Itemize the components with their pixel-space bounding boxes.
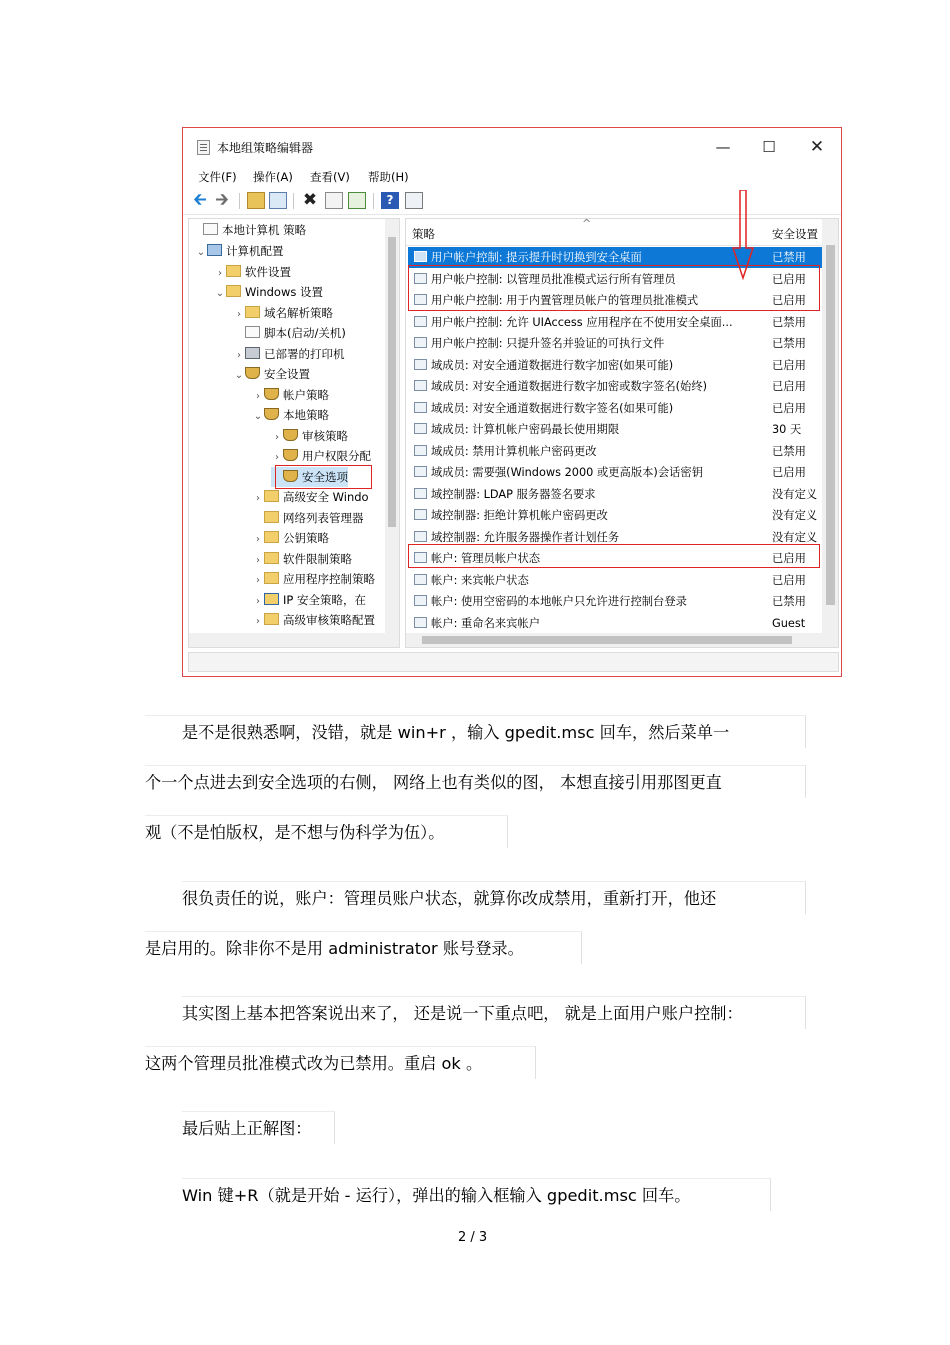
chevron-right-icon[interactable]: ›	[256, 493, 260, 504]
tree-node-label: 安全选项	[302, 470, 348, 484]
up-folder-icon[interactable]	[247, 192, 265, 209]
tree-node-label: 已部署的打印机	[264, 347, 345, 361]
policy-name: 域成员: 对安全通道数据进行数字加密(如果可能)	[431, 358, 674, 372]
policy-row[interactable]	[408, 570, 822, 591]
tree-node-firewall[interactable]	[252, 487, 369, 507]
folder-icon	[226, 265, 241, 277]
tree-node-label: 公钥策略	[283, 531, 329, 545]
policy-name: 用户帐户控制: 只提升签名并验证的可执行文件	[431, 337, 665, 350]
policy-name: 域控制器: 允许服务器操作者计划任务	[431, 530, 620, 544]
policy-setting-value: 已启用	[772, 358, 806, 372]
tree-horizontal-scrollbar[interactable]	[189, 633, 399, 647]
policy-name: 帐户: 使用空密码的本地帐户只允许进行控制台登录	[431, 595, 687, 608]
network-security-icon	[264, 593, 279, 605]
tree-node-network-list[interactable]	[252, 508, 364, 528]
chevron-right-icon[interactable]: ›	[218, 268, 222, 279]
tree-node-label: 帐户策略	[283, 388, 329, 402]
chevron-down-icon[interactable]: ⌄	[196, 247, 206, 258]
policy-item-icon	[414, 337, 427, 348]
policy-name: 域控制器: 拒绝计算机帐户密码更改	[431, 509, 608, 522]
tree-node-label: 高级安全 Windo	[283, 490, 369, 504]
policy-tree-pane	[188, 218, 400, 648]
policy-row[interactable]	[408, 376, 822, 397]
policy-item-icon	[414, 617, 427, 628]
policy-item-icon	[414, 509, 427, 520]
minimize-button[interactable]: —	[715, 138, 731, 156]
tree-node-label: 软件设置	[245, 265, 291, 279]
chevron-right-icon[interactable]: ›	[256, 596, 260, 607]
policy-name: 域控制器: LDAP 服务器签名要求	[431, 487, 596, 501]
security-shield-icon	[283, 429, 298, 441]
paragraph-5-line-1: Win 键+R（就是开始 - 运行），弹出的输入框输入 gpedit.msc 回车。	[182, 1186, 691, 1205]
toolbar-separator	[293, 193, 294, 209]
chevron-down-icon[interactable]: ⌄	[253, 411, 263, 422]
tree-node-label: 应用程序控制策略	[283, 572, 375, 586]
policy-name: 域成员: 计算机帐户密码最长使用期限	[431, 423, 620, 436]
toolbar-separator	[373, 193, 374, 209]
tree-vertical-scrollbar[interactable]	[385, 219, 399, 647]
policy-item-icon	[414, 359, 427, 370]
annotation-box-security-options	[275, 465, 372, 489]
policy-item-icon	[414, 380, 427, 391]
policy-item-icon	[414, 531, 427, 542]
policy-row[interactable]	[408, 441, 822, 462]
policy-name: 帐户: 管理员帐户状态	[431, 552, 541, 565]
policy-doc-icon	[203, 223, 218, 235]
policy-name: 帐户: 来宾帐户状态	[431, 573, 529, 587]
column-header-policy[interactable]: 策略	[412, 227, 435, 241]
policy-setting-value: 已禁用	[772, 444, 806, 458]
tree-node-local-policies[interactable]	[252, 405, 329, 425]
title-bar[interactable]	[183, 128, 841, 166]
policy-row[interactable]	[408, 484, 822, 505]
tree-node-label: 高级审核策略配置	[283, 613, 375, 627]
policy-item-icon	[414, 402, 427, 413]
annotation-box-admin-account-status	[408, 544, 820, 568]
policy-setting-value: Guest	[772, 616, 806, 630]
policy-setting-value: 30 天	[772, 423, 802, 436]
tree-node-account-policies[interactable]	[252, 385, 329, 405]
policy-name: 域成员: 禁用计算机帐户密码更改	[431, 444, 597, 458]
printer-icon	[245, 347, 260, 359]
paragraph-3-line-2: 这两个管理员批准模式改为已禁用。重启 ok 。	[145, 1054, 483, 1073]
annotation-arrow-icon	[731, 190, 755, 280]
chevron-right-icon[interactable]: ›	[256, 391, 260, 402]
folder-icon	[245, 306, 260, 318]
maximize-button[interactable]: ☐	[762, 138, 776, 156]
policy-name: 用户帐户控制: 提示提升时切换到安全桌面	[431, 251, 642, 264]
policy-setting-value: 已启用	[772, 573, 806, 587]
tree-node-user-rights[interactable]	[271, 446, 371, 466]
paragraph-2-line-1: 很负责任的说，账户：管理员账户状态，就算你改成禁用，重新打开，他还	[182, 889, 717, 908]
policy-setting-value: 已启用	[772, 552, 806, 565]
help-icon[interactable]: ?	[381, 192, 399, 209]
paragraph-2-line-2: 是启用的。除非你不是用 administrator 账号登录。	[145, 939, 524, 958]
delete-icon[interactable]: ✖	[302, 190, 318, 210]
folder-icon	[264, 531, 279, 543]
tree-node-software-settings[interactable]	[214, 262, 291, 282]
tree-node-dns-policy[interactable]	[233, 303, 333, 323]
policy-setting-value: 已启用	[772, 401, 806, 415]
policy-row[interactable]	[408, 505, 822, 526]
chevron-right-icon[interactable]: ›	[256, 555, 260, 566]
folder-icon	[264, 490, 279, 502]
tree-node-local-computer-policy[interactable]	[191, 220, 306, 240]
page-number: 2 / 3	[458, 1230, 488, 1245]
tree-node-label: 本地计算机 策略	[222, 223, 307, 237]
policy-setting-value: 已禁用	[772, 595, 806, 608]
policy-row[interactable]	[408, 419, 822, 440]
tree-node-label: Windows 设置	[245, 285, 323, 299]
paragraph-1-line-3: 观（不是怕版权，是不想与伪科学为伍）。	[145, 823, 445, 842]
policy-item-icon	[414, 595, 427, 606]
security-shield-icon	[264, 388, 279, 400]
tree-node-windows-settings[interactable]	[214, 282, 323, 302]
show-hide-tree-icon[interactable]	[269, 192, 287, 209]
menu-file[interactable]: 文件(F)	[198, 170, 237, 184]
chevron-right-icon[interactable]: ›	[256, 534, 260, 545]
security-shield-icon	[264, 408, 279, 420]
tree-node-label: 网络列表管理器	[283, 511, 364, 525]
menu-help[interactable]: 帮助(H)	[368, 170, 409, 184]
policy-list-pane	[405, 218, 839, 648]
folder-icon	[264, 613, 279, 625]
paragraph-4-line-1: 最后贴上正解图：	[182, 1119, 312, 1138]
tree-node-advanced-audit[interactable]	[252, 610, 375, 630]
policy-name: 用户帐户控制: 允许 UIAccess 应用程序在不使用安全桌面...	[431, 315, 733, 329]
export-list-icon[interactable]	[348, 192, 366, 209]
paragraph-1-line-2: 个一个点进去到安全选项的右侧， 网络上也有类似的图， 本想直接引用那图更直	[145, 773, 722, 792]
annotation-box-admin-approval	[408, 265, 820, 311]
window-title: 本地组策略编辑器	[217, 141, 314, 155]
tree-node-printers[interactable]	[233, 344, 345, 364]
computer-icon	[207, 244, 222, 256]
tree-node-label: IP 安全策略，在	[283, 593, 366, 607]
policy-item-icon	[414, 445, 427, 456]
policy-name: 用户帐户控制: 用于内置管理员帐户的管理员批准模式	[431, 294, 699, 307]
policy-item-icon	[414, 251, 427, 262]
folder-icon	[264, 511, 279, 523]
policy-item-icon	[414, 466, 427, 477]
policy-setting-value: 已启用	[772, 466, 806, 479]
folder-icon	[226, 285, 241, 297]
policy-setting-value: 已禁用	[772, 251, 806, 264]
chevron-right-icon[interactable]: ›	[237, 350, 241, 361]
security-shield-icon	[283, 449, 298, 461]
chevron-right-icon[interactable]: ›	[275, 432, 279, 443]
policy-name: 域成员: 需要强(Windows 2000 或更高版本)会话密钥	[431, 466, 704, 479]
chevron-right-icon[interactable]: ›	[256, 575, 260, 586]
tree-node-computer-config[interactable]	[195, 241, 284, 261]
tree-node-label: 审核策略	[302, 429, 348, 443]
policy-row[interactable]	[408, 355, 822, 376]
policy-item-icon	[414, 423, 427, 434]
policy-editor-app-icon	[197, 140, 210, 155]
policy-setting-value: 已启用	[772, 294, 806, 307]
list-header	[406, 219, 838, 246]
tree-node-audit-policy[interactable]	[271, 426, 348, 446]
policy-name: 域成员: 对安全通道数据进行数字签名(如果可能)	[431, 401, 674, 415]
tree-node-ip-security[interactable]	[252, 590, 366, 610]
policy-setting-value: 已启用	[772, 380, 806, 393]
chevron-down-icon[interactable]: ⌄	[215, 288, 225, 299]
paragraph-3-line-1: 其实图上基本把答案说出来了， 还是说一下重点吧， 就是上面用户账户控制：	[182, 1004, 743, 1023]
tree-node-public-key[interactable]	[252, 528, 329, 548]
chevron-right-icon[interactable]: ›	[275, 452, 279, 463]
menu-bar	[183, 166, 841, 188]
sort-caret-icon: ^	[582, 218, 592, 230]
tree-node-label: 域名解析策略	[264, 306, 333, 320]
policy-row[interactable]	[408, 312, 822, 333]
close-button[interactable]: ✕	[809, 137, 825, 157]
console-icon[interactable]	[405, 192, 423, 209]
policy-name: 帐户: 重命名来宾帐户	[431, 616, 541, 630]
chevron-down-icon[interactable]: ⌄	[234, 370, 244, 381]
tree-node-label: 安全设置	[264, 367, 310, 381]
policy-name: 用户帐户控制: 以管理员批准模式运行所有管理员	[431, 272, 676, 286]
policy-row[interactable]	[408, 398, 822, 419]
status-bar	[188, 652, 839, 672]
tree-node-security-settings[interactable]	[233, 364, 310, 384]
scrollbar-thumb[interactable]	[826, 245, 835, 605]
policy-row[interactable]	[408, 591, 822, 612]
policy-row[interactable]	[408, 462, 822, 483]
menu-action[interactable]: 操作(A)	[253, 170, 293, 184]
policy-item-icon	[414, 574, 427, 585]
tree-node-label: 本地策略	[283, 408, 329, 422]
policy-setting-value: 没有定义	[772, 487, 818, 501]
chevron-right-icon[interactable]: ›	[237, 309, 241, 320]
back-arrow-icon[interactable]: 🡰	[193, 190, 207, 210]
folder-icon	[264, 572, 279, 584]
policy-row[interactable]	[408, 333, 822, 354]
security-shield-icon	[245, 367, 260, 379]
policy-setting-value: 已禁用	[772, 315, 806, 329]
policy-setting-value: 没有定义	[772, 509, 818, 522]
paragraph-1-line-1: 是不是很熟悉啊，没错，就是 win+r ，输入 gpedit.msc 回车，然后菜单一	[182, 723, 730, 742]
scrollbar-thumb[interactable]	[422, 636, 792, 644]
policy-item-icon	[414, 488, 427, 499]
tree-node-label: 脚本(启动/关机)	[264, 326, 346, 340]
tree-node-label: 计算机配置	[226, 244, 284, 258]
tree-node-scripts[interactable]	[233, 323, 346, 343]
forward-arrow-icon[interactable]: 🡲	[215, 190, 229, 210]
tree-node-label: 用户权限分配	[302, 449, 371, 463]
policy-row[interactable]	[408, 613, 822, 634]
policy-item-icon	[414, 316, 427, 327]
policy-name: 域成员: 对安全通道数据进行数字加密或数字签名(始终)	[431, 380, 708, 393]
column-header-security-setting[interactable]: 安全设置	[772, 227, 818, 241]
tree-node-label: 软件限制策略	[283, 552, 352, 566]
menu-view[interactable]: 查看(V)	[310, 170, 350, 184]
policy-setting-value: 已启用	[772, 272, 806, 286]
toolbar-separator	[239, 193, 240, 209]
list-vertical-scrollbar[interactable]	[822, 219, 838, 647]
policy-setting-value: 没有定义	[772, 530, 818, 544]
chevron-right-icon[interactable]: ›	[256, 616, 260, 627]
properties-icon[interactable]	[325, 192, 343, 209]
tree-node-software-restriction[interactable]	[252, 549, 352, 569]
group-policy-editor-window	[182, 127, 842, 677]
script-doc-icon	[245, 326, 260, 338]
folder-icon	[264, 552, 279, 564]
list-horizontal-scrollbar[interactable]	[406, 633, 838, 647]
scrollbar-thumb[interactable]	[388, 237, 396, 527]
policy-setting-value: 已禁用	[772, 337, 806, 350]
tree-node-app-control[interactable]	[252, 569, 375, 589]
